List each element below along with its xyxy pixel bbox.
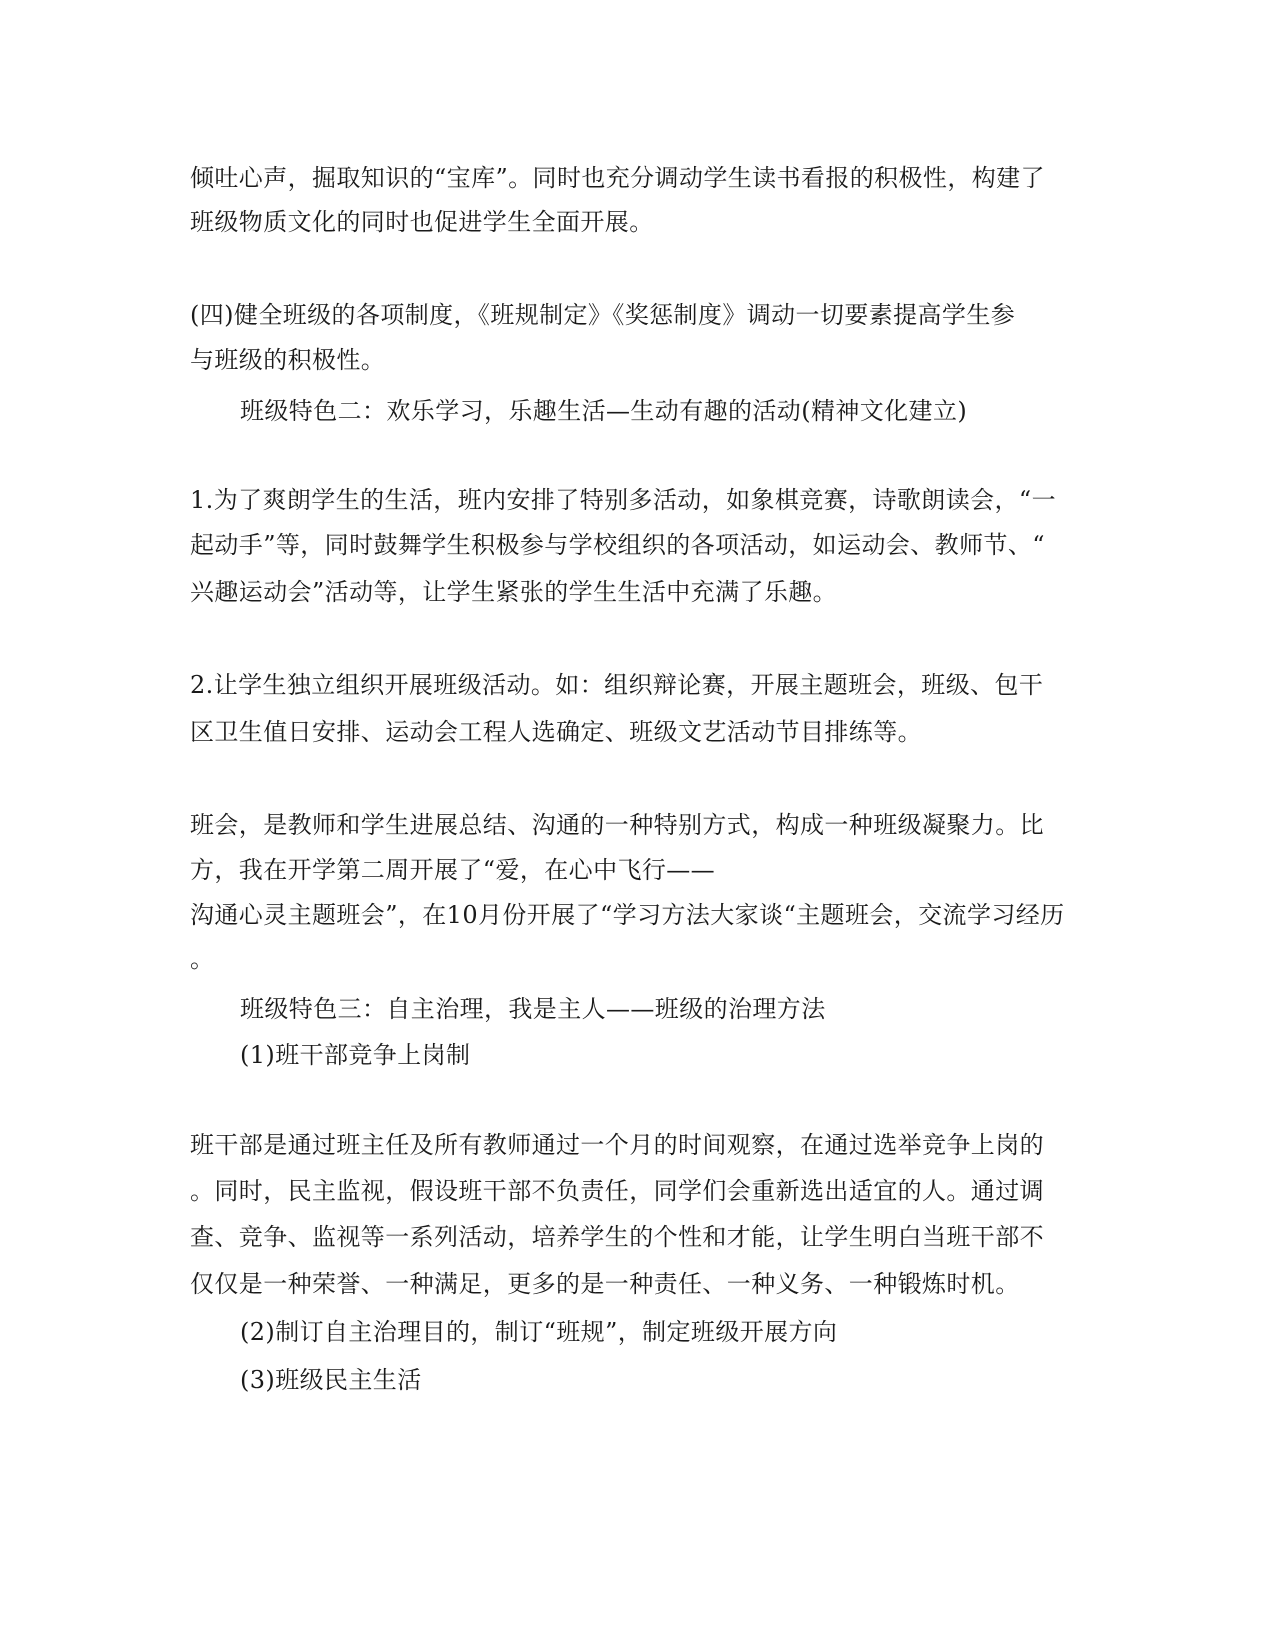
text-line: 兴趣运动会”活动等，让学生紧张的学生生活中充满了乐趣。 — [190, 578, 838, 606]
text-line: 1.为了爽朗学生的生活，班内安排了特别多活动，如象棋竞赛，诗歌朗读会，“一 — [190, 486, 1056, 514]
text-line: 起动手”等，同时鼓舞学生积极参与学校组织的各项活动，如运动会、教师节、“ — [190, 531, 1045, 559]
text-line: 班会，是教师和学生进展总结、沟通的一种特别方式，构成一种班级凝聚力。比 — [190, 811, 1044, 839]
text-line: 。 — [190, 945, 215, 973]
text-line: 2.让学生独立组织开展班级活动。如：组织辩论赛，开展主题班会，班级、包干 — [190, 671, 1044, 699]
section-heading: 班级特色二：欢乐学习，乐趣生活—生动有趣的活动(精神文化建立) — [240, 397, 968, 425]
list-item: (3)班级民主生活 — [240, 1366, 422, 1394]
text-line: 仅仅是一种荣誉、一种满足，更多的是一种责任、一种义务、一种锻炼时机。 — [190, 1270, 1020, 1298]
text-line: 倾吐心声，掘取知识的“宝库”。同时也充分调动学生读书看报的积极性，构建了 — [190, 164, 1045, 192]
text-line: 查、竞争、监视等一系列活动，培养学生的个性和才能，让学生明白当班干部不 — [190, 1223, 1044, 1251]
section-heading: 班级特色三：自主治理，我是主人——班级的治理方法 — [240, 995, 826, 1023]
list-item: (2)制订自主治理目的，制订“班规”，制定班级开展方向 — [240, 1318, 838, 1346]
text-line: 。同时，民主监视，假设班干部不负责任，同学们会重新选出适宜的人。通过调 — [190, 1177, 1044, 1205]
text-line: 方，我在开学第二周开展了“爱，在心中飞行—— — [190, 856, 716, 884]
text-line: 区卫生值日安排、运动会工程人选确定、班级文艺活动节目排练等。 — [190, 718, 922, 746]
text-line: 班干部是通过班主任及所有教师通过一个月的时间观察，在通过选举竞争上岗的 — [190, 1131, 1044, 1159]
text-line: 与班级的积极性。 — [190, 346, 386, 374]
text-line: 沟通心灵主题班会”，在10月份开展了“学习方法大家谈“主题班会，交流学习经历 — [190, 901, 1065, 929]
list-item: (1)班干部竞争上岗制 — [240, 1041, 471, 1069]
text-line: (四)健全班级的各项制度，《班规制定》《奖惩制度》调动一切要素提高学生参 — [190, 301, 1016, 329]
text-line: 班级物质文化的同时也促进学生全面开展。 — [190, 208, 654, 236]
